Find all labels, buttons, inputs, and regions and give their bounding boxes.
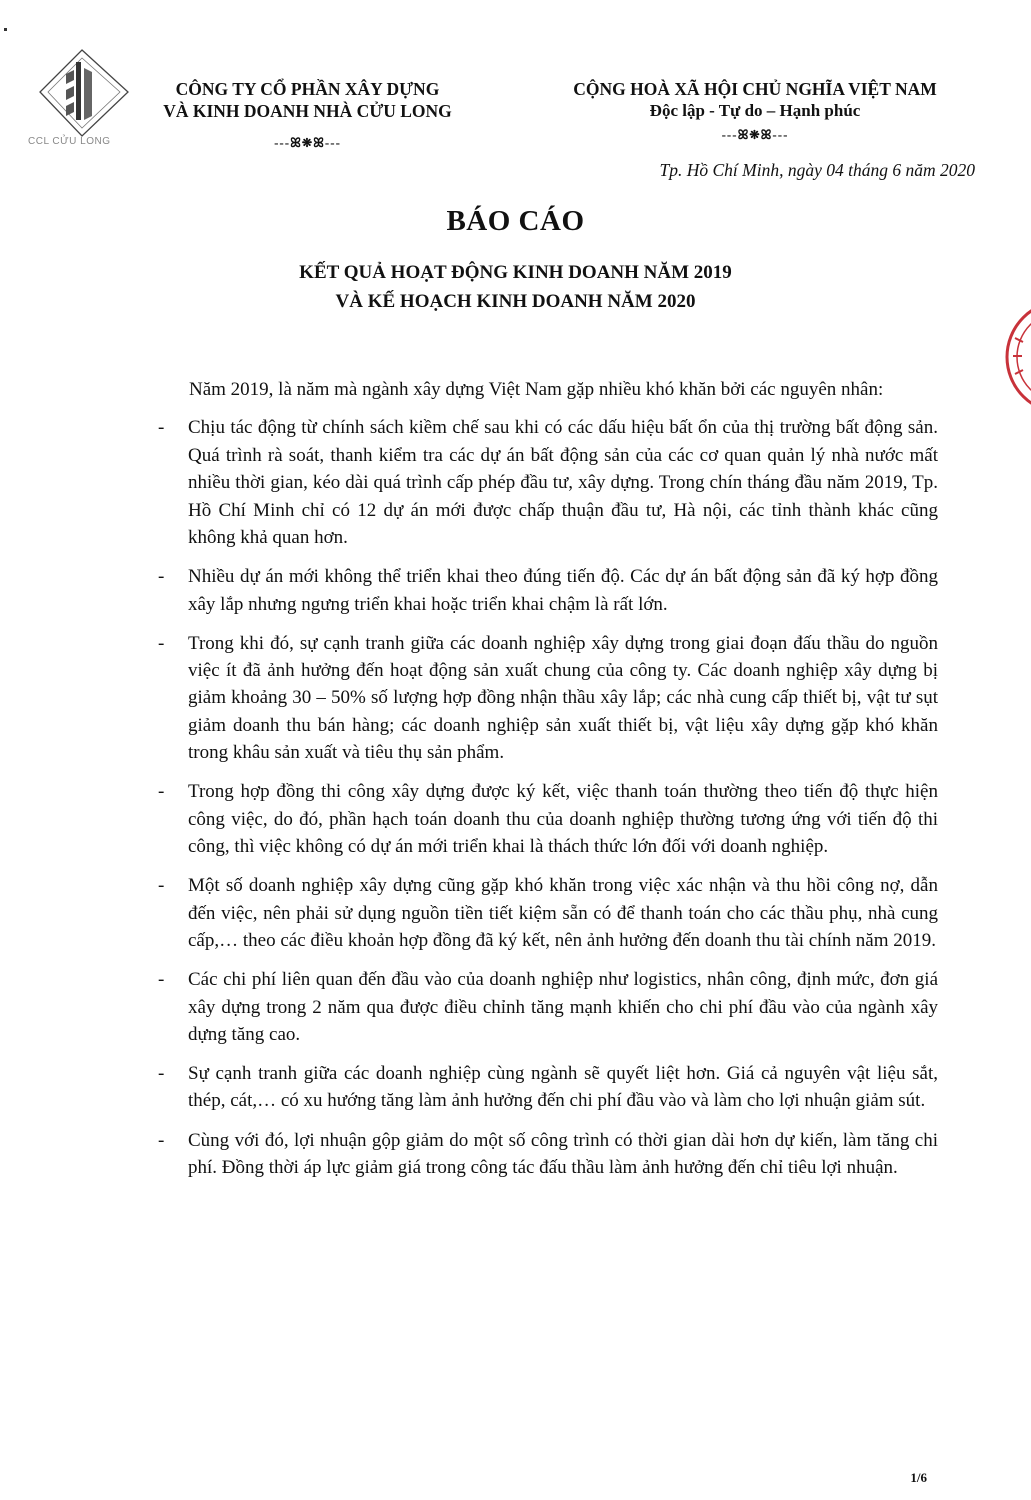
subtitle-line2: VÀ KẾ HOẠCH KINH DOANH NĂM 2020 <box>335 291 696 312</box>
cause-list <box>148 414 938 1181</box>
list-item-text: Sự cạnh tranh giữa các doanh nghiệp cùng ngành sẽ quyết liệt hơn. Giá cả nguyên vật liệu sắt, thép, cát,… có xu hướng tăng làm ảnh hưởng đến chi phí đầu vào và làm cho lợi nhuận giảm sút. <box>188 1063 938 1112</box>
subtitle-line1: KẾT QUẢ HOẠT ĐỘNG KINH DOANH NĂM 2019 <box>299 262 732 283</box>
bullet-dash: - <box>158 1063 165 1085</box>
list-item-text: Cùng với đó, lợi nhuận gộp giảm do một số công trình có thời gian dài hơn dự kiến, làm tăng chi phí. Đồng thời áp lực giảm giá trong công tác đấu thầu làm ảnh hưởng đến chỉ tiêu lợi nhuận. <box>188 1129 938 1178</box>
bullet-dash: - <box>158 632 165 654</box>
list-item-text: Trong hợp đồng thi công xây dựng được ký kết, việc thanh toán thường theo tiến độ thực hiện công việc, do đó, phần hạch toán doanh thu của doanh nghiệp thường tương ứng với tiến độ thi công, thì việc không có dự án mới triển khai là thách thức lớn đối với doanh nghiệp. <box>188 781 938 858</box>
page-number: 1/6 <box>910 1470 927 1485</box>
company-name-block <box>145 78 470 154</box>
national-header <box>520 78 990 146</box>
country-name: CỘNG HOÀ XÃ HỘI CHỦ NGHĨA VIỆT NAM <box>573 79 937 99</box>
list-item <box>148 1060 938 1115</box>
company-name-line2: VÀ KINH DOANH NHÀ CỬU LONG <box>163 101 452 121</box>
list-item <box>148 630 938 767</box>
bullet-dash: - <box>158 1129 165 1151</box>
bullet-dash: - <box>158 566 165 588</box>
scan-speck <box>4 28 7 31</box>
national-motto: Độc lập - Tự do – Hạnh phúc <box>649 101 861 120</box>
bullet-dash: - <box>158 875 165 897</box>
list-item <box>148 778 938 860</box>
list-item-text: Chịu tác động từ chính sách kiềm chế sau khi có các dấu hiệu bất ổn của thị trường bất động sản. Quá trình rà soát, thanh kiểm tra các dự án bất động sản của các cơ quan quản lý nhà nước mất nhiều thời gian, kéo dài quá trình cấp phép đầu tư, xây dựng. Trong chín tháng đầu năm 2019, Tp. Hồ Chí Minh chỉ có 12 dự án mới được chấp thuận đầu tư, Hà nội, các tỉnh thành khác cũng không khả quan hơn. <box>188 417 938 549</box>
bullet-dash: - <box>158 417 165 439</box>
list-item-text: Các chi phí liên quan đến đầu vào của doanh nghiệp như logistics, nhân công, định mức, đơn giá xây dựng trong 2 năm qua được điều chỉnh tăng mạnh khiến cho chi phí đầu vào của ngành xây dựng tăng cao. <box>188 969 938 1045</box>
national-ornament: ---ꕤ❋ꕤ--- <box>721 127 789 142</box>
document-subtitle <box>0 258 1031 316</box>
list-item <box>148 1127 938 1182</box>
list-item <box>148 414 938 551</box>
company-name-line1: CÔNG TY CỔ PHẦN XÂY DỰNG <box>175 79 440 99</box>
logo-caption: CCL CỬU LONG <box>28 136 111 147</box>
report-body <box>148 376 938 1193</box>
company-logo <box>36 44 144 144</box>
list-item-text: Nhiều dự án mới không thể triển khai theo đúng tiến độ. Các dự án bất động sản đã ký hợp đồng xây lắp nhưng ngưng triển khai hoặc triển khai chậm là rất lớn. <box>188 566 938 615</box>
company-ornament: ---ꕤ❋ꕤ--- <box>274 135 341 150</box>
bullet-dash: - <box>158 781 165 803</box>
document-title: BÁO CÁO <box>446 205 585 237</box>
document-date: Tp. Hồ Chí Minh, ngày 04 tháng 6 năm 2020 <box>659 160 975 180</box>
list-item-text: Một số doanh nghiệp xây dựng cũng gặp khó khăn trong việc xác nhận và thu hồi công nợ, dẫn đến việc, nên phải sử dụng nguồn tiền tiết kiệm sẵn có để thanh toán cho các thầu phụ, nhà cung cấp,… theo các điều khoản hợp đồng đã ký kết, nên ảnh hưởng đến doanh thu tài chính năm 2019. <box>188 875 938 952</box>
red-stamp-seal <box>1001 298 1031 416</box>
list-item <box>148 872 938 954</box>
intro-paragraph: Năm 2019, là năm mà ngành xây dựng Việt Nam gặp nhiều khó khăn bởi các nguyên nhân: <box>189 379 884 400</box>
list-item <box>148 563 938 618</box>
list-item <box>148 966 938 1048</box>
bullet-dash: - <box>158 969 165 991</box>
list-item-text: Trong khi đó, sự cạnh tranh giữa các doanh nghiệp xây dựng trong giai đoạn đấu thầu do nguồn việc ít đã ảnh hưởng đến hoạt động sản xuất chung của công ty. Các doanh nghiệp xây dựng bị giảm khoảng 30 – 50% số lượng hợp đồng nhận thầu xây lắp; các nhà cung cấp thiết bị, vật tư sụt giảm doanh thu bán hàng; các doanh nghiệp sản xuất thiết bị, vật liệu xây dựng gặp khó khăn trong khâu sản xuất và tiêu thụ sản phẩm. <box>188 632 938 764</box>
